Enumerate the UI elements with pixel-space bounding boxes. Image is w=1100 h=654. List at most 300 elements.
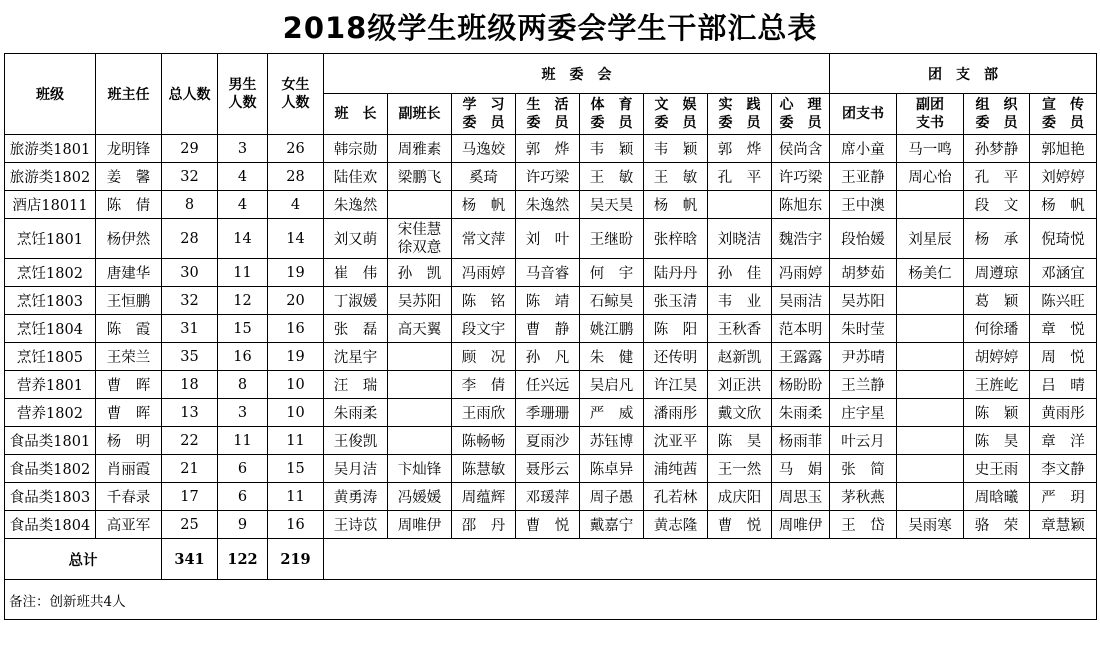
cell-class: 烹饪1802 [5,259,96,287]
cell-position-holder [516,135,580,163]
header-position [324,94,388,135]
cell-position-holder [644,343,708,371]
cell-male: 16 [218,343,268,371]
cell-position-holder [1030,343,1097,371]
cell-position-holder [708,135,772,163]
cell-male: 9 [218,511,268,539]
cell-head-teacher: 杨伊然 [96,219,162,259]
table-row [5,163,1097,191]
cell-male: 3 [218,135,268,163]
holder-name: 许巧梁 [778,170,823,186]
holder-name: 王 敏 [589,170,634,186]
cell-position-holder [324,315,388,343]
totals-female: 219 [268,539,324,580]
holder-name: 许江昊 [653,378,698,394]
cell-position-holder [897,315,964,343]
cell-position-holder [324,455,388,483]
holder-name: 朱逸然 [525,198,570,214]
header-position-line: 团支书 [842,106,884,122]
holder-name: 马 娟 [778,462,823,478]
holder-name: 陈慧敏 [461,462,506,478]
cell-position-holder [964,511,1030,539]
holder-name: 曹 悦 [525,518,570,534]
holder-name: 孙梦静 [974,142,1019,158]
cell-position-holder [964,315,1030,343]
cell-male: 11 [218,259,268,287]
totals-label: 总计 [5,539,162,580]
holder-name: 胡梦茹 [841,266,885,282]
cell-head-teacher: 高亚军 [96,511,162,539]
holder-name: 梁鹏飞 [397,170,442,186]
holder-name: 王雨欣 [461,406,506,422]
cell-position-holder [580,315,644,343]
cell-position-holder [580,455,644,483]
header-position-line: 委 员 [590,115,633,131]
cell-female: 14 [268,219,324,259]
cell-total: 31 [162,315,218,343]
cell-class: 酒店18011 [5,191,96,219]
holder-name: 段文宇 [461,322,506,338]
header-female-line: 人数 [281,95,310,111]
holder-name: 陈 靖 [525,294,570,310]
holder-name: 韦 业 [717,294,762,310]
cell-position-holder [516,191,580,219]
cell-position-holder [452,287,516,315]
cell-position-holder [1030,163,1097,191]
cell-position-holder [830,511,897,539]
cell-position-holder [772,371,830,399]
cell-position-holder [708,191,772,219]
cell-position-holder [772,259,830,287]
cell-position-holder [516,511,580,539]
cell-position-holder [1030,191,1097,219]
holder-name: 王 敏 [653,170,698,186]
cell-position-holder [516,455,580,483]
cell-position-holder [897,371,964,399]
cell-position-holder [516,427,580,455]
cell-class: 食品类1804 [5,511,96,539]
header-position-line: 委 员 [718,115,761,131]
cell-position-holder [388,287,452,315]
cell-position-holder [897,135,964,163]
holder-name: 严 玥 [1041,490,1085,506]
cell-total: 22 [162,427,218,455]
cell-class: 旅游类1802 [5,163,96,191]
holder-name: 张梓晗 [653,232,698,248]
cell-male: 15 [218,315,268,343]
cell-position-holder [772,511,830,539]
cell-position-holder [388,191,452,219]
holder-name: 朱时莹 [841,322,885,338]
cell-class: 烹饪1801 [5,219,96,259]
holder-name: 吴苏阳 [841,294,885,310]
cell-position-holder [516,399,580,427]
cell-total: 25 [162,511,218,539]
cell-position-holder [772,219,830,259]
holder-name: 马一鸣 [908,142,952,158]
cell-position-holder [644,315,708,343]
cell-position-holder [897,511,964,539]
cell-position-holder [1030,371,1097,399]
cell-total: 32 [162,163,218,191]
cell-position-holder [1030,399,1097,427]
cell-position-holder [830,219,897,259]
holder-name: 刘晓洁 [717,232,762,248]
holder-name: 夏雨沙 [525,434,570,450]
table-row [5,135,1097,163]
holder-name: 孙 佳 [717,266,762,282]
cell-position-holder [964,219,1030,259]
cell-head-teacher: 陈 倩 [96,191,162,219]
holder-name: 王 岱 [841,518,885,534]
holder-name: 顾 况 [461,350,506,366]
header-position-line: 委 员 [779,115,822,131]
cell-position-holder [772,427,830,455]
cell-total: 13 [162,399,218,427]
cell-female: 19 [268,343,324,371]
cell-position-holder [580,135,644,163]
cell-position-holder [772,315,830,343]
cell-position-holder [708,511,772,539]
holder-name: 吴雨寒 [908,518,952,534]
holder-name: 何 宇 [589,266,634,282]
cell-class: 烹饪1803 [5,287,96,315]
table-row [5,191,1097,219]
cell-position-holder [516,315,580,343]
cell-position-holder [964,163,1030,191]
cell-position-holder [324,191,388,219]
holder-name: 卞灿锋 [397,462,442,478]
holder-name: 季珊珊 [525,406,570,422]
cell-position-holder [897,287,964,315]
cell-position-holder [644,163,708,191]
header-position [580,94,644,135]
holder-name: 孙 凯 [397,266,442,282]
cell-head-teacher: 唐建华 [96,259,162,287]
cell-position-holder [964,259,1030,287]
cell-male: 4 [218,191,268,219]
header-position-line: 委 员 [526,115,569,131]
holder-name: 杨 帆 [653,198,698,214]
cell-position-holder [452,371,516,399]
holder-name: 宋佳慧 [397,221,442,238]
cell-position-holder [452,259,516,287]
cell-position-holder [897,455,964,483]
cell-head-teacher: 王荣兰 [96,343,162,371]
holder-name: 葛 颖 [974,294,1019,310]
cell-male: 4 [218,163,268,191]
cell-class: 营养1802 [5,399,96,427]
cell-position-holder [580,259,644,287]
holder-name: 吕 晴 [1041,378,1085,394]
cell-position-holder [708,259,772,287]
cell-position-holder [516,483,580,511]
cell-class: 烹饪1805 [5,343,96,371]
cell-position-holder [830,163,897,191]
cell-head-teacher: 龙明锋 [96,135,162,163]
holder-name: 黄勇涛 [333,490,378,506]
cell-position-holder [452,511,516,539]
header-position [830,94,897,135]
holder-name: 王亚静 [841,170,885,186]
cell-position-holder [644,455,708,483]
holder-name: 姚江鹏 [589,322,634,338]
holder-name: 冯雨婷 [461,266,506,282]
cell-position-holder [964,191,1030,219]
holder-name: 邓涵宜 [1041,266,1085,282]
holder-name: 邓瑗萍 [525,490,570,506]
cell-position-holder [830,287,897,315]
holder-name: 陈 阳 [653,322,698,338]
cell-position-holder [964,455,1030,483]
cell-female: 4 [268,191,324,219]
holder-name: 周心怡 [908,170,952,186]
cell-head-teacher: 曹 晖 [96,399,162,427]
holder-name: 吴苏阳 [397,294,442,310]
holder-name: 周子愚 [589,490,634,506]
holder-name: 张 磊 [333,322,378,338]
cell-class: 旅游类1801 [5,135,96,163]
header-position-line: 支书 [916,115,944,131]
holder-name: 还传明 [653,350,698,366]
holder-name: 周遵琼 [974,266,1019,282]
holder-name: 朱雨柔 [778,406,823,422]
cell-female: 11 [268,483,324,511]
cell-position-holder [830,427,897,455]
cell-position-holder [580,371,644,399]
holder-name: 孔若林 [653,490,698,506]
header-position-line: 班 长 [334,106,377,122]
holder-name: 叶云月 [841,434,885,450]
cell-position-holder [644,399,708,427]
cell-male: 12 [218,287,268,315]
cell-total: 21 [162,455,218,483]
cell-position-holder [644,371,708,399]
cell-female: 16 [268,315,324,343]
holder-name: 王旌屹 [974,378,1019,394]
cell-position-holder [897,483,964,511]
header-position [964,94,1030,135]
holder-name: 尹苏晴 [841,350,885,366]
table-row [5,371,1097,399]
cell-position-holder [388,371,452,399]
holder-name: 常文萍 [461,232,506,248]
cell-total: 32 [162,287,218,315]
header-male-line: 人数 [228,95,257,111]
holder-name: 苏钰博 [589,434,634,450]
table-row [5,259,1097,287]
holder-name: 邵 丹 [461,518,506,534]
cell-position-holder [580,219,644,259]
cell-position-holder [388,343,452,371]
cell-male: 6 [218,455,268,483]
holder-name: 杨盼盼 [778,378,823,394]
cell-total: 30 [162,259,218,287]
cell-position-holder [897,219,964,259]
header-female-line: 女生 [281,77,310,93]
cell-position-holder [897,191,964,219]
cell-position-holder [772,135,830,163]
cell-female: 28 [268,163,324,191]
cell-position-holder [324,511,388,539]
holder-name: 王兰静 [841,378,885,394]
holder-name: 孔 平 [717,170,762,186]
holder-name: 冯雨婷 [778,266,823,282]
cell-position-holder [772,287,830,315]
cell-position-holder [644,219,708,259]
holder-name: 周思玉 [778,490,823,506]
holder-name: 严 威 [589,406,634,422]
header-class-committee: 班 委 会 [324,54,830,94]
cell-position-holder [452,455,516,483]
cell-position-holder [708,163,772,191]
table-row [5,219,1097,259]
holder-name: 聂彤云 [525,462,570,478]
cell-head-teacher: 王恒鹏 [96,287,162,315]
cell-head-teacher: 千春录 [96,483,162,511]
holder-name: 汪 瑞 [333,378,378,394]
holder-name: 陈 颖 [974,406,1019,422]
cell-total: 35 [162,343,218,371]
header-position-line: 委 员 [975,115,1018,131]
holder-name: 周蕴辉 [461,490,506,506]
cell-position-holder [897,399,964,427]
holder-name: 陆丹丹 [653,266,698,282]
cell-position-holder [708,287,772,315]
holder-name: 崔 伟 [333,266,378,282]
holder-name: 王中澳 [841,198,885,214]
cell-position-holder [772,483,830,511]
cadre-summary-table [4,53,1097,620]
holder-name: 王一然 [717,462,762,478]
holder-name: 韦 颖 [589,142,634,158]
cell-position-holder [452,163,516,191]
holder-name: 席小童 [841,142,885,158]
totals-total: 341 [162,539,218,580]
cell-position-holder [964,287,1030,315]
holder-name: 段 文 [974,198,1019,214]
header-position-line: 组 织 [975,97,1018,113]
holder-name: 何徐璠 [974,322,1019,338]
header-male-count [218,54,268,135]
header-position [644,94,708,135]
cell-position-holder [452,191,516,219]
holder-name: 倪琦悦 [1041,232,1085,248]
holder-name: 章 洋 [1041,434,1085,450]
cell-position-holder [708,483,772,511]
holder-name: 王秋香 [717,322,762,338]
holder-name: 吴启凡 [589,378,634,394]
cell-position-holder [388,483,452,511]
holder-name: 陈 昊 [717,434,762,450]
cell-position-holder [1030,455,1097,483]
holder-name: 沈亚平 [653,434,698,450]
header-position-line: 副班长 [398,106,441,122]
cell-female: 26 [268,135,324,163]
cell-position-holder [644,427,708,455]
holder-name: 茅秋燕 [841,490,885,506]
holder-name: 孔 平 [974,170,1019,186]
cell-position-holder [452,219,516,259]
cell-position-holder [897,343,964,371]
header-position-line: 副团 [916,97,944,113]
cell-position-holder [516,259,580,287]
header-position-line: 文 娱 [654,97,697,113]
holder-name: 刘 叶 [525,232,570,248]
holder-name: 沈星宇 [333,350,378,366]
cell-position-holder [708,315,772,343]
table-row [5,343,1097,371]
holder-name: 周雅素 [397,142,442,158]
holder-name: 王诗苡 [333,518,378,534]
cell-female: 19 [268,259,324,287]
cell-position-holder [708,399,772,427]
table-row [5,511,1097,539]
cell-position-holder [580,483,644,511]
cell-position-holder [388,135,452,163]
holder-name: 郭旭艳 [1041,142,1085,158]
cell-position-holder [830,371,897,399]
holder-name: 陈畅畅 [461,434,506,450]
header-league-branch: 团 支 部 [830,54,1097,94]
cell-position-holder [708,343,772,371]
cell-position-holder [644,287,708,315]
table-row [5,427,1097,455]
cell-position-holder [964,483,1030,511]
holder-name: 史王雨 [974,462,1019,478]
holder-name: 郭 烨 [525,142,570,158]
holder-name: 胡婷婷 [974,350,1019,366]
holder-name: 王继昐 [589,232,634,248]
table-row [5,315,1097,343]
holder-name: 冯媛媛 [397,490,442,506]
cell-head-teacher: 姜 馨 [96,163,162,191]
holder-name: 潘雨彤 [653,406,698,422]
header-row-groups [5,54,1097,94]
holder-name: 魏浩宇 [778,232,823,248]
header-male-line: 男生 [228,77,257,93]
holder-name: 杨 承 [974,232,1019,248]
holder-name: 石鲸昊 [589,294,634,310]
cell-position-holder [830,135,897,163]
cell-position-holder [644,259,708,287]
header-position [452,94,516,135]
cell-position-holder [452,343,516,371]
cell-position-holder [1030,219,1097,259]
holder-name: 周 悦 [1041,350,1085,366]
holder-name: 周晗曦 [974,490,1019,506]
cell-head-teacher: 肖丽霞 [96,455,162,483]
holder-name: 吴月洁 [333,462,378,478]
cell-position-holder [772,163,830,191]
cell-position-holder [772,455,830,483]
holder-name: 范本明 [778,322,823,338]
header-position-line: 委 员 [1042,115,1084,131]
cell-position-holder [516,287,580,315]
cell-position-holder [964,343,1030,371]
cell-total: 28 [162,219,218,259]
cell-head-teacher: 陈 霞 [96,315,162,343]
holder-name: 陈兴旺 [1041,294,1085,310]
holder-name: 段怡媛 [841,232,885,248]
holder-name: 韩宗勋 [333,142,378,158]
holder-name: 陈卓异 [589,462,634,478]
cell-female: 16 [268,511,324,539]
header-position-line: 体 育 [590,97,633,113]
cell-total: 17 [162,483,218,511]
cell-position-holder [580,163,644,191]
holder-name: 骆 荣 [974,518,1019,534]
